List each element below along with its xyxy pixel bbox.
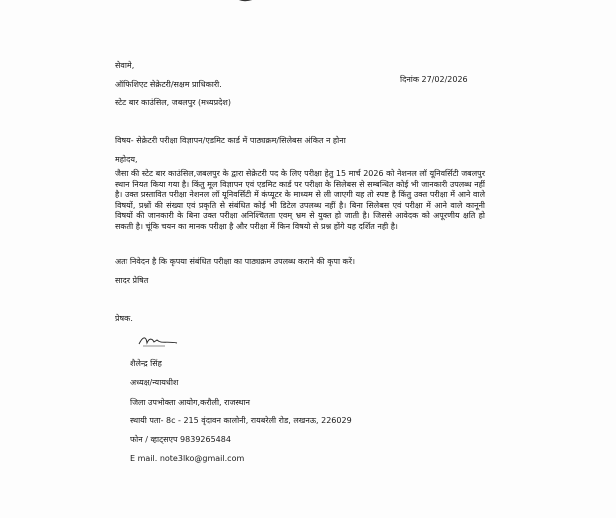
recipient-line-2: स्टेट बार काउंसिल, जबलपुर (मध्यप्रदेश) <box>115 98 231 107</box>
body-paragraph-1: जैसा की स्टेट बार काउंसिल,जबलपुर के द्वारा सेक्रेटरी पद के लिए परीक्षा हेतु 15 मार्च 2026 को नेशनल लॉ यूनिवर्सिटी जबलपुर स्थान नियत किया गया है। किंतु मूल विज्ञापन एवं एडमिट कार्ड पर परीक्षा के सिलेबस से सम्बन्धित कोई भी जानकारी उपलब्ध नहीं है। उक्त प्रस्तावित परीक्षा नेशनल लॉ यूनिवर्सिटी में कंप्यूटर के माध्यम से ली जाएगी यह तो स्पष्ट है किंतु उक्त परीक्षा में आने वाले विषयों, प्रश्नों की संख्या एवं प्रकृति से संबंधित कोई भी डिटेल उपलब्ध नहीं है। बिना सिलेबस एवं परीक्षा में आने वाले कानूनी विषयों की जानकारी के बिना उक्त परीक्षा अनिश्चितता एवम् भ्रम से युक्त हो जाती है। जिससे आवेदक को अपूरणीय क्षति हो सकती है। चूंकि चयन का मानक परीक्षा है और परीक्षा में किन विषयो से प्रश्न होंगे यह दर्शित नही है। <box>115 169 485 231</box>
ink-mark <box>232 0 260 4</box>
closing: सादर प्रेषित <box>115 276 149 285</box>
sender-email: E mail. note3lko@gmail.com <box>130 454 245 463</box>
letter-date: दिनांक 27/02/2026 <box>400 75 468 84</box>
sender-organization: जिला उपभोक्ता आयोग,करौली, राजस्थान <box>130 398 250 407</box>
sender-address: स्थायी पता- 8c - 215 वृंदावन कालोनी, रायबरेली रोड, लखनऊ, 226029 <box>130 416 352 425</box>
recipient-line-1: ऑफिशिएट सेक्रेटरी/सक्षम प्राधिकारी. <box>115 80 222 89</box>
salutation-to: सेवामे, <box>115 61 135 70</box>
signature <box>137 334 179 348</box>
sender-label: प्रेषक. <box>115 314 133 323</box>
subject-line: विषय- सेक्रेटरी परीक्षा विज्ञापन/एडमिट कार्ड में पाठ्यक्रम/सिलेबस अंकित न होना <box>115 136 346 145</box>
greeting: महोदय, <box>115 155 138 164</box>
body-paragraph-2: अतः निवेदन है कि कृपया संबंधित परीक्षा का पाठ्यक्रम उपलब्ध कराने की कृपा करें। <box>115 257 356 266</box>
sender-name: शैलेन्द्र सिंह <box>130 359 162 368</box>
sender-title: अध्यक्ष/न्यायधीश <box>130 378 179 387</box>
sender-phone: फोन / व्हाट्सएप 9839265484 <box>130 435 231 444</box>
